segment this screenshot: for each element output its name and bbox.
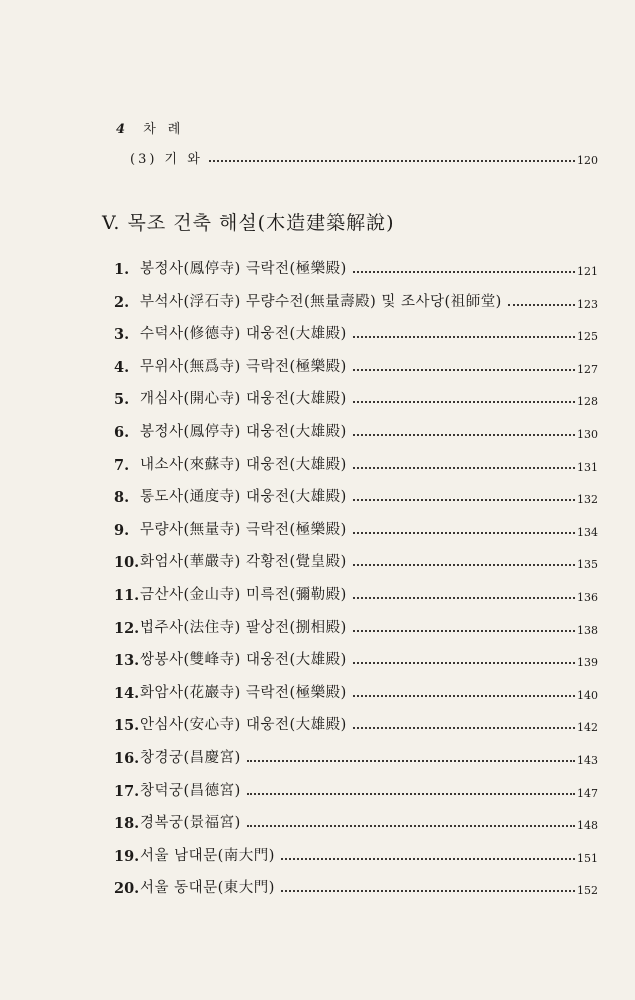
leader-dots: [353, 499, 575, 501]
leader-dots: [209, 160, 575, 162]
toc-entry-page: 130: [577, 428, 598, 441]
leader-dots: [353, 564, 575, 566]
leader-dots: [353, 695, 575, 697]
toc-entry-page: 134: [577, 526, 598, 539]
toc-entry-title: 봉정사(鳳停寺) 극락전(極樂殿): [140, 261, 347, 277]
toc-entry-number: 20.: [114, 880, 140, 897]
toc-entry-page: 143: [577, 754, 598, 767]
toc-entry-title: 창경궁(昌慶宮): [140, 750, 241, 766]
toc-entry-number: 17.: [114, 783, 140, 800]
toc-entry-page: 120: [577, 154, 598, 167]
leader-dots: [353, 532, 575, 534]
toc-entry-title: 창덕궁(昌德宮): [140, 783, 241, 799]
toc-entry-title: 봉정사(鳳停寺) 대웅전(大雄殿): [140, 424, 347, 440]
leader-dots: [281, 890, 575, 892]
toc-entry-page: 128: [577, 395, 598, 408]
toc-entry-number: 6.: [114, 424, 130, 441]
toc-entry-number: 16.: [114, 750, 140, 767]
toc-entry: [0, 615, 635, 637]
leader-dots: [281, 858, 575, 860]
toc-entry-title: 경복궁(景福宮): [140, 815, 241, 831]
leader-dots: [353, 630, 575, 632]
leader-dots: [247, 825, 575, 827]
toc-entry: [0, 810, 635, 832]
toc-entry-title: 쌍봉사(雙峰寺) 대웅전(大雄殿): [140, 652, 347, 668]
toc-entry-page: 148: [577, 819, 598, 832]
toc-entry-page: 127: [577, 363, 598, 376]
running-header: [116, 118, 192, 137]
toc-entry-number: 1.: [114, 261, 130, 278]
toc-entry-number: 13.: [114, 652, 140, 669]
leader-dots: [353, 727, 575, 729]
toc-entry-title: 수덕사(修德寺) 대웅전(大雄殿): [140, 326, 347, 342]
toc-entry-number: 11.: [114, 587, 140, 604]
toc-entry-number: 8.: [114, 489, 130, 506]
toc-entry-number: 10.: [114, 554, 140, 571]
toc-entry-page: 132: [577, 493, 598, 506]
toc-entry-page: 142: [577, 721, 598, 734]
toc-entry-title: 무위사(無爲寺) 극락전(極樂殿): [140, 359, 347, 375]
toc-entry-title: (3) 기 와: [130, 152, 203, 167]
toc-entry-title: 화엄사(華嚴寺) 각황전(覺皇殿): [140, 554, 347, 570]
toc-entry-title: 서울 동대문(東大門): [140, 880, 275, 896]
toc-entry-title: 내소사(來蘇寺) 대웅전(大雄殿): [140, 457, 347, 473]
toc-entry-page: 135: [577, 558, 598, 571]
toc-entry-title: 개심사(開心寺) 대웅전(大雄殿): [140, 391, 347, 407]
toc-entry: [0, 386, 635, 408]
toc-entry: [0, 582, 635, 604]
page-number: 4: [116, 122, 128, 137]
leader-dots: [353, 336, 575, 338]
toc-entry-number: 18.: [114, 815, 140, 832]
toc-entry-title: 서울 남대문(南大門): [140, 848, 275, 864]
leader-dots: [353, 434, 575, 436]
toc-entry-number: 4.: [114, 359, 130, 376]
toc-entry-title: 부석사(浮石寺) 무량수전(無量壽殿) 및 조사당(祖師堂): [140, 294, 502, 310]
toc-entry-number: 15.: [114, 717, 140, 734]
toc-entry-page: 125: [577, 330, 598, 343]
toc-entry: [0, 452, 635, 474]
toc-entry: [0, 745, 635, 767]
toc-entry: [0, 289, 635, 311]
toc-subentry: [0, 148, 635, 167]
leader-dots: [247, 793, 575, 795]
toc-entry-page: 136: [577, 591, 598, 604]
leader-dots: [353, 369, 575, 371]
toc-entry-number: 7.: [114, 457, 130, 474]
toc-entry-number: 14.: [114, 685, 140, 702]
toc-entry: [0, 843, 635, 865]
toc-entry: [0, 549, 635, 571]
toc-entry-number: 9.: [114, 522, 130, 539]
toc-entry-title: 화암사(花巖寺) 극락전(極樂殿): [140, 685, 347, 701]
toc-entry: [0, 256, 635, 278]
toc-entry: [0, 321, 635, 343]
leader-dots: [353, 401, 575, 403]
toc-entry-page: 123: [577, 298, 598, 311]
leader-dots: [353, 662, 575, 664]
leader-dots: [353, 467, 575, 469]
toc-entry-title: 법주사(法住寺) 팔상전(捌相殿): [140, 620, 347, 636]
leader-dots: [508, 304, 575, 306]
toc-entry-number: 19.: [114, 848, 140, 865]
toc-entry-page: 152: [577, 884, 598, 897]
toc-entry: [0, 712, 635, 734]
toc-entry-page: 151: [577, 852, 598, 865]
toc-entry: [0, 419, 635, 441]
toc-entry: [0, 680, 635, 702]
toc-entry-page: 140: [577, 689, 598, 702]
toc-entry: [0, 647, 635, 669]
toc-entry-title: 금산사(金山寺) 미륵전(彌勒殿): [140, 587, 347, 603]
toc-entry-page: 147: [577, 787, 598, 800]
toc-entry-number: 12.: [114, 620, 140, 637]
toc-entry: [0, 484, 635, 506]
toc-entry-title: 안심사(安心寺) 대웅전(大雄殿): [140, 717, 347, 733]
toc-entry-title: 무량사(無量寺) 극락전(極樂殿): [140, 522, 347, 538]
section-heading: V. 목조 건축 해설(木造建築解說): [102, 212, 395, 234]
toc-entry: [0, 778, 635, 800]
toc-entry: [0, 875, 635, 897]
toc-entry-number: 3.: [114, 326, 130, 343]
toc-entry: [0, 517, 635, 539]
toc-entry: [0, 354, 635, 376]
toc-entry-number: 5.: [114, 391, 130, 408]
toc-entry-page: 131: [577, 461, 598, 474]
toc-entry-page: 121: [577, 265, 598, 278]
leader-dots: [247, 760, 575, 762]
toc-entry-page: 138: [577, 624, 598, 637]
header-title: 차례: [143, 122, 193, 137]
toc-entry-number: 2.: [114, 294, 130, 311]
leader-dots: [353, 271, 575, 273]
toc-entry-title: 통도사(通度寺) 대웅전(大雄殿): [140, 489, 347, 505]
leader-dots: [353, 597, 575, 599]
toc-entry-page: 139: [577, 656, 598, 669]
